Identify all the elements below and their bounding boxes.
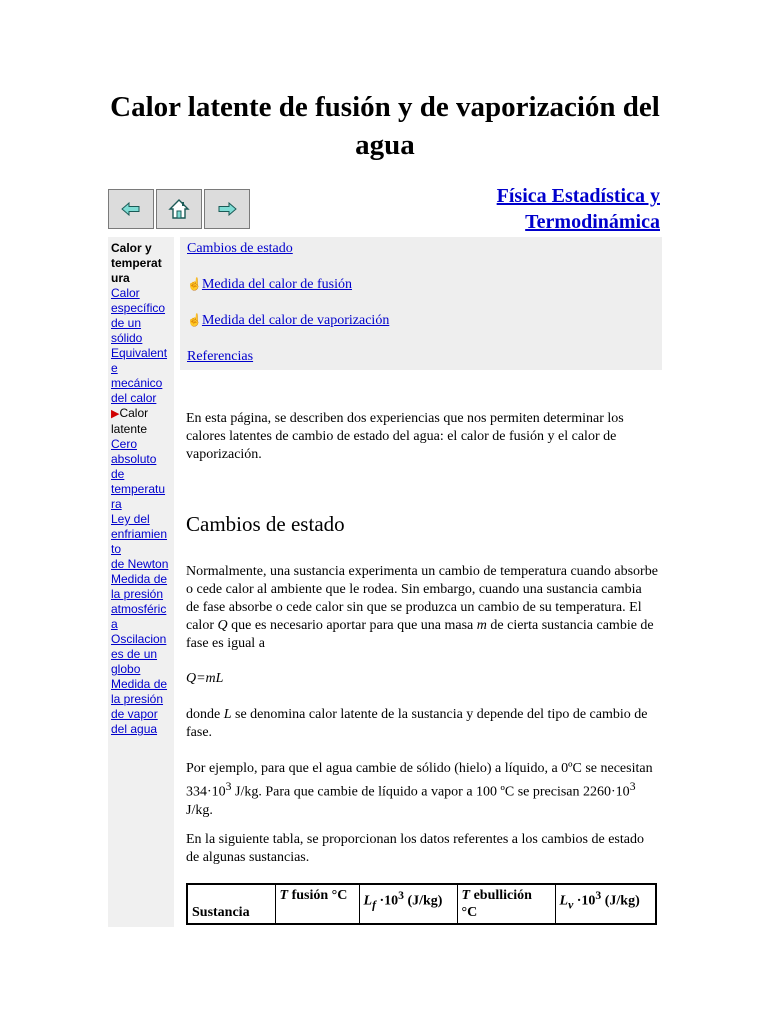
page-title: Calor latente de fusión y de vaporización del agua <box>110 91 660 161</box>
toc-link-calor-fusion[interactable]: Medida del calor de fusión <box>201 277 353 292</box>
nav-buttons <box>108 189 252 229</box>
course-link <box>497 183 660 235</box>
sidebar-item-ley-enfriamiento[interactable]: Ley del enfriamien to de Newton <box>111 512 169 571</box>
header-t-ebullicion: T ebullición °C <box>457 884 555 924</box>
toc-link-calor-vaporizacion[interactable]: Medida del calor de vaporización <box>201 313 390 328</box>
sidebar-item-current: ▶Calor latente <box>111 406 149 436</box>
header-lf: $L_f \cdot 10^3$ (J/kg) <box>359 884 457 924</box>
toc-item-calor-vaporizacion <box>187 313 389 329</box>
hand-pointer-icon: ☝ <box>187 277 202 291</box>
current-arrow-icon: ▶ <box>111 408 120 420</box>
header-t-fusion: T fusión °C <box>275 884 359 924</box>
home-icon <box>168 198 190 220</box>
back-button[interactable] <box>108 189 154 229</box>
course-link-anchor[interactable]: Física Estadística y Termodinámica <box>496 185 660 233</box>
sidebar-item-calor-especifico[interactable]: Calor específico de un sólido <box>111 286 166 345</box>
header-sustancia: Sustancia <box>187 884 275 924</box>
toc-item-referencias[interactable]: Referencias <box>187 349 254 364</box>
paragraph-latent-heat: donde L se denomina calor latente de la sustancia y depende del tipo de cambio de fase. <box>186 707 648 740</box>
hand-pointer-icon: ☝ <box>187 313 202 327</box>
formula: Q=mL <box>186 671 224 686</box>
sidebar-item-presion-atmosferica[interactable]: Medida de la presión atmosféric a <box>111 572 168 631</box>
sidebar-item-presion-vapor[interactable]: Medida de la presión de vapor del agua <box>111 677 168 736</box>
right-arrow-icon <box>217 202 237 216</box>
toc-item-cambios-estado[interactable]: Cambios de estado <box>187 241 293 256</box>
table-of-contents <box>180 237 662 370</box>
header-lv: $L_v \cdot 10^3$ (J/kg) <box>555 884 656 924</box>
sidebar <box>108 237 174 927</box>
sidebar-item-oscilaciones-globo[interactable]: Oscilacion es de un globo <box>111 632 167 676</box>
sidebar-item-equivalente-mecanico[interactable]: Equivalent e mecánico del calor <box>111 346 168 405</box>
forward-button[interactable] <box>204 189 250 229</box>
table-header-row <box>187 884 656 924</box>
paragraph-table-intro: En la siguiente tabla, se proporcionan los datos referentes a los cambios de estado de algunas sustancias. <box>186 832 644 865</box>
sidebar-heading: Calor y temperat ura <box>111 241 162 285</box>
sidebar-item-cero-absoluto[interactable]: Cero absoluto de temperatu ra <box>111 437 166 511</box>
intro-paragraph: En esta página, se describen dos experiencias que nos permiten determinar los calores latentes de cambio de estado del agua: el calor de fusión y el calor de vaporización. <box>186 411 624 462</box>
paragraph-phase-change: Normalmente, una sustancia experimenta un cambio de temperatura cuando absorbe o cede calor al ambiente que le rodea. Sin embargo, cuando una sustancia cambia de fase absorbe o cede calor sin que se produzca un cambio de su temperatura. El calor Q que es necesario aportar para que una masa m de cierta sustancia cambie de fase es igual a <box>186 564 658 651</box>
section-heading: Cambios de estado <box>186 512 345 536</box>
left-arrow-icon <box>121 202 141 216</box>
paragraph-water-example: Por ejemplo, para que el agua cambie de sólido (hielo) a líquido, a 0ºC se necesitan $334\cdot 10^3$ J/kg. Para que cambie de líquido a vapor a 100 ºC se precisan $2260\cdot 10^3$ J/kg. <box>186 761 653 818</box>
toc-item-calor-fusion <box>187 277 352 293</box>
home-button[interactable] <box>156 189 202 229</box>
substances-table <box>186 883 657 925</box>
